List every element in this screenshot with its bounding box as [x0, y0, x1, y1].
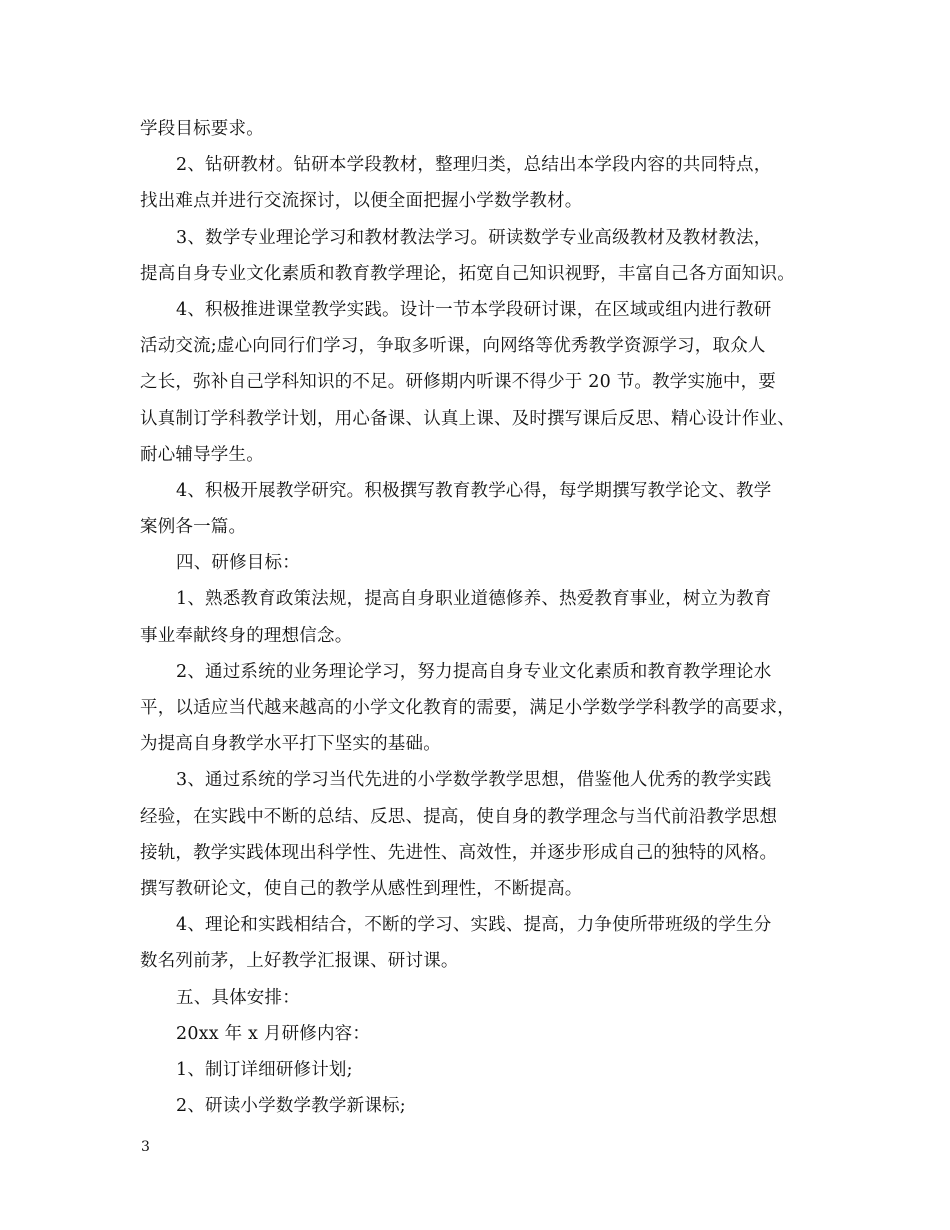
text-line: 平，以适应当代越来越高的小学文化教育的需要，满足小学数学学科教学的高要求，: [140, 698, 795, 718]
text-line: 案例各一篇。: [140, 517, 247, 538]
text-line: 4、理论和实践相结合，不断的学习、实践、提高，力争使所带班级的学生分: [176, 915, 772, 936]
text-line: 四、研修目标：: [176, 553, 300, 574]
text-line: 活动交流;虚心向同行们学习，争取多听课，向网络等优秀教学资源学习，取众人: [140, 336, 766, 357]
document-body: [140, 111, 830, 1124]
text-line: 1、制订详细研修计划;: [176, 1059, 353, 1080]
text-line: 耐心辅导学生。: [140, 444, 264, 465]
text-line: 经验，在实践中不断的总结、反思、提高，使自身的教学理念与当代前沿教学思想: [140, 806, 778, 827]
text-line: 五、具体安排：: [176, 987, 300, 1008]
text-line: 接轨，教学实践体现出科学性、先进性、高效性，并逐步形成自己的独特的风格。: [140, 842, 778, 863]
text-line: 撰写教研论文，使自己的教学从感性到理性，不断提高。: [140, 878, 583, 899]
text-line: 认真制订学科教学计划，用心备课、认真上课、及时撰写课后反思、精心设计作业、: [140, 408, 795, 429]
text-line: 数名列前茅，上好教学汇报课、研讨课。: [140, 951, 459, 972]
text-line: 1、熟悉教育政策法规，提高自身职业道德修养、热爱教育事业，树立为教育: [176, 589, 772, 610]
text-line: 4、积极推进课堂教学实践。设计一节本学段研讨课，在区域或组内进行教研: [176, 299, 772, 320]
text-line: 2、钻研教材。钻研本学段教材，整理归类，总结出本学段内容的共同特点，: [176, 155, 772, 176]
text-line: 3、数学专业理论学习和教材教法学习。研读数学专业高级教材及教材教法，: [176, 227, 772, 248]
text-line: 提高自身专业文化素质和教育教学理论，拓宽自己知识视野，丰富自己各方面知识。: [140, 263, 795, 284]
text-line: 之长，弥补自己学科知识的不足。研修期内听课不得少于 20 节。教学实施中，要: [140, 372, 776, 393]
text-line: 2、通过系统的业务理论学习，努力提高自身专业文化素质和教育教学理论水: [176, 661, 772, 682]
text-line: 找出难点并进行交流探讨，以便全面把握小学数学教材。: [140, 191, 583, 212]
text-line: 20xx 年 x 月研修内容：: [176, 1023, 371, 1044]
text-line: 学段目标要求。: [140, 119, 264, 139]
text-line: 4、积极开展教学研究。积极撰写教育教学心得，每学期撰写教学论文、教学: [176, 480, 772, 501]
text-line: 为提高自身教学水平打下坚实的基础。: [140, 734, 441, 755]
text-line: 2、研读小学数学教学新课标;: [176, 1096, 406, 1117]
page-number: 3: [141, 1139, 150, 1155]
text-line: 事业奉献终身的理想信念。: [140, 625, 353, 646]
text-line: 3、通过系统的学习当代先进的小学数学教学思想，借鉴他人优秀的教学实践: [176, 770, 772, 791]
